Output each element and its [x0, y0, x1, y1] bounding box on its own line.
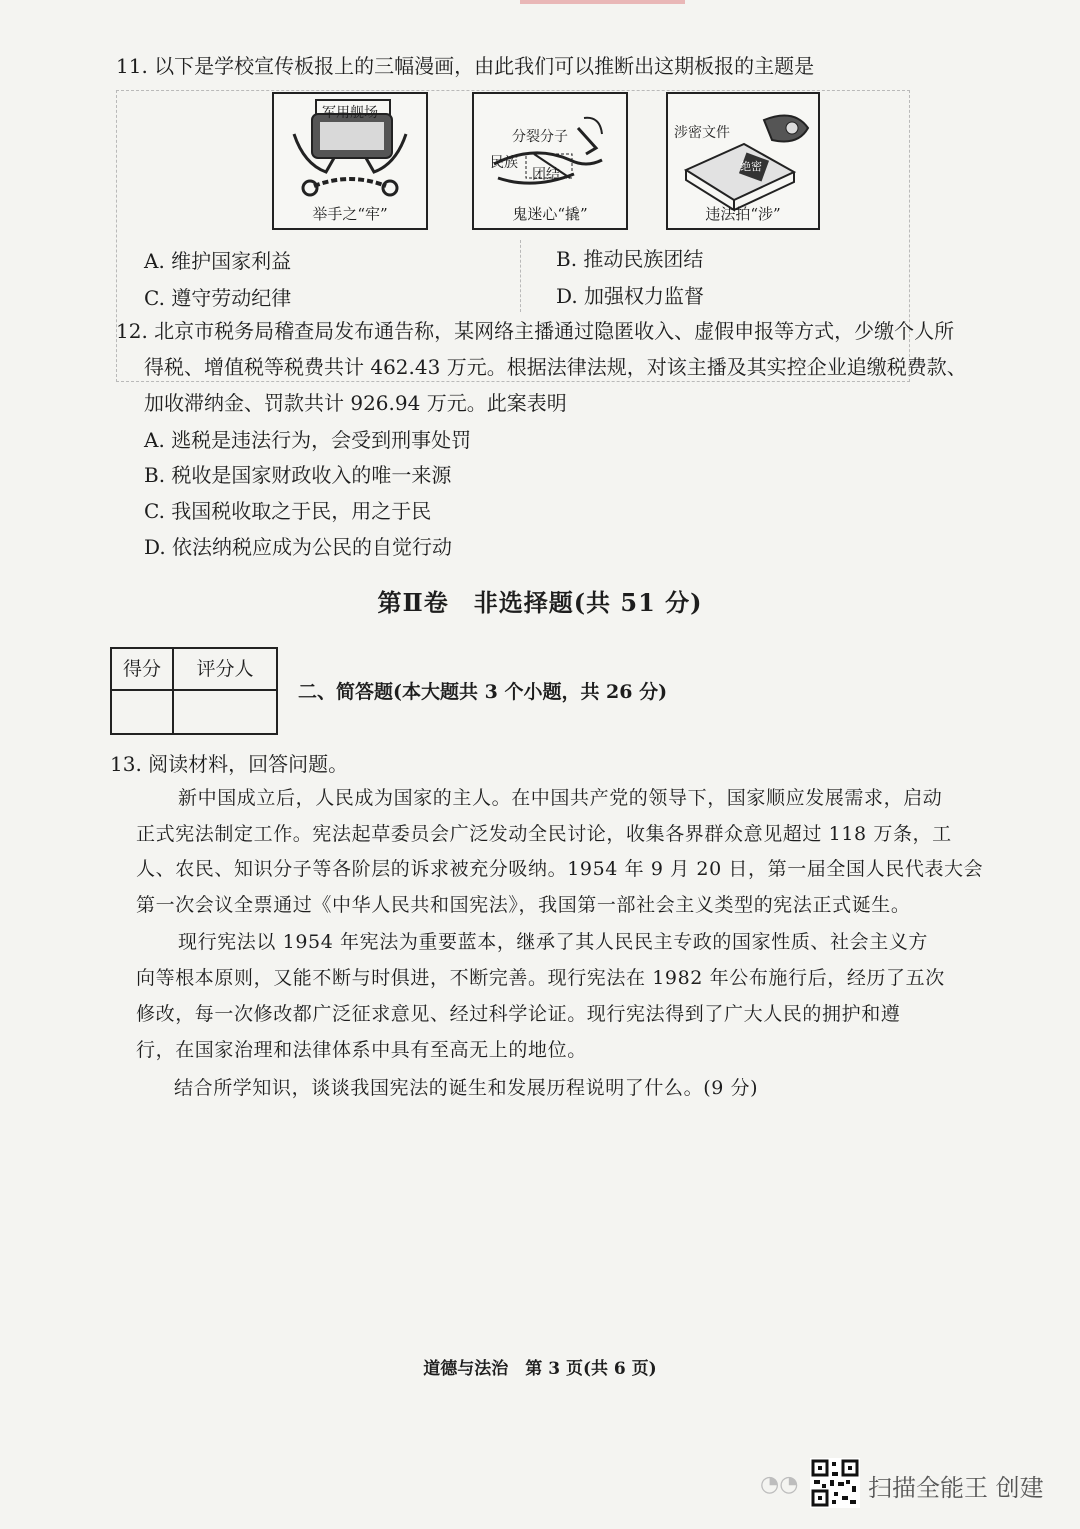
q12-stem-line-1: 12. 北京市税务局稽查局发布通告称，某网络主播通过隐匿收入、虚假申报等方式，少缴个人所: [116, 319, 955, 343]
q13-material-p1-line-1: 新中国成立后，人民成为国家的主人。在中国共产党的领导下，国家顺应发展需求，启动: [178, 787, 943, 809]
page-footer: 道德与法治 第 3 页(共 6 页): [423, 1359, 657, 1379]
q11-stem: 11. 以下是学校宣传板报上的三幅漫画，由此我们可以推断出这期板报的主题是: [116, 54, 815, 78]
comic-2-label-minzu: 民族: [490, 155, 518, 171]
q13-material-p2-line-1: 现行宪法以 1954 年宪法为重要蓝本，继承了其人民民主专政的国家性质、社会主义方: [178, 931, 929, 953]
comic-1-top-label: 军用舰场: [322, 105, 378, 121]
comic-3-top-label: 涉密文件: [674, 125, 730, 141]
part2-heading: 二、简答题(本大题共 3 个小题，共 26 分): [298, 681, 668, 703]
q12-stem-line-2: 得税、增值税等税费共计 462.43 万元。根据法律法规，对该主播及其实控企业追缴税费款、: [144, 355, 967, 379]
comic-2-caption: 鬼迷心“撬”: [512, 205, 588, 223]
comic-panel-1: [272, 92, 428, 230]
q13-material-p1-line-3: 人、农民、知识分子等各阶层的诉求被充分吸纳。1954 年 9 月 20 日，第一届全国人民代表大会: [136, 858, 984, 880]
comic-panel-3: [666, 92, 820, 230]
q12-option-c: C. 我国税收取之于民，用之于民: [144, 499, 432, 523]
q11-option-a: A. 维护国家利益: [144, 249, 292, 273]
scanner-watermark: [760, 1458, 1060, 1508]
score-table-row-line: [112, 689, 276, 691]
q12-option-a: A. 逃税是违法行为，会受到刑事处罚: [144, 428, 472, 452]
q13-stem: 13. 阅读材料，回答问题。: [110, 752, 349, 776]
comic-3-caption: 违法拍“涉”: [705, 205, 781, 223]
score-table-header-score: 得分: [122, 658, 161, 680]
q13-material-p2-line-3: 修改，每一次修改都广泛征求意见、经过科学论证。现行宪法得到了广大人民的拥护和遵: [136, 1003, 901, 1025]
q12-option-b: B. 税收是国家财政收入的唯一来源: [144, 463, 452, 487]
q13-task: 结合所学知识，谈谈我国宪法的诞生和发展历程说明了什么。(9 分): [174, 1077, 759, 1099]
qr-code-icon: [810, 1458, 860, 1508]
score-table: [110, 647, 278, 735]
comic-panel-2: [472, 92, 628, 230]
score-table-header-grader: 评分人: [196, 658, 254, 680]
section-title: 第Ⅱ卷 非选择题(共 51 分): [377, 588, 703, 617]
comic-2-top-label: 分裂分子: [512, 129, 568, 145]
comic-2-label-tuanjie: 团结: [532, 167, 560, 183]
bleed-through-divider: [520, 240, 521, 312]
q12-option-d: D. 依法纳税应成为公民的自觉行动: [144, 535, 453, 559]
q13-material-p2-line-4: 行，在国家治理和法律体系中具有至高无上的地位。: [136, 1039, 587, 1061]
q13-material-p2-line-2: 向等根本原则，又能不断与时俱进，不断完善。现行宪法在 1982 年公布施行后，经历了五次: [136, 967, 945, 989]
comic-1-caption: 举手之“牢”: [312, 205, 388, 223]
q11-option-c: C. 遵守劳动纪律: [144, 286, 292, 310]
comic-3-stamp-text: 绝密: [740, 160, 762, 173]
q11-option-b: B. 推动民族团结: [556, 247, 704, 271]
q12-stem-line-3: 加收滞纳金、罚款共计 926.94 万元。此案表明: [144, 391, 567, 415]
q13-material-p1-line-4: 第一次会议全票通过《中华人民共和国宪法》，我国第一部社会主义类型的宪法正式诞生。: [136, 894, 911, 916]
q13-material-p1-line-2: 正式宪法制定工作。宪法起草委员会广泛发动全民讨论，收集各界群众意见超过 118 万条，工: [136, 823, 952, 845]
watermark-text: 扫描全能王 创建: [868, 1474, 1044, 1502]
q11-option-d: D. 加强权力监督: [556, 284, 705, 308]
top-edge-mark: [520, 0, 685, 4]
chat-bubble-icon: ◔◔: [760, 1472, 799, 1497]
